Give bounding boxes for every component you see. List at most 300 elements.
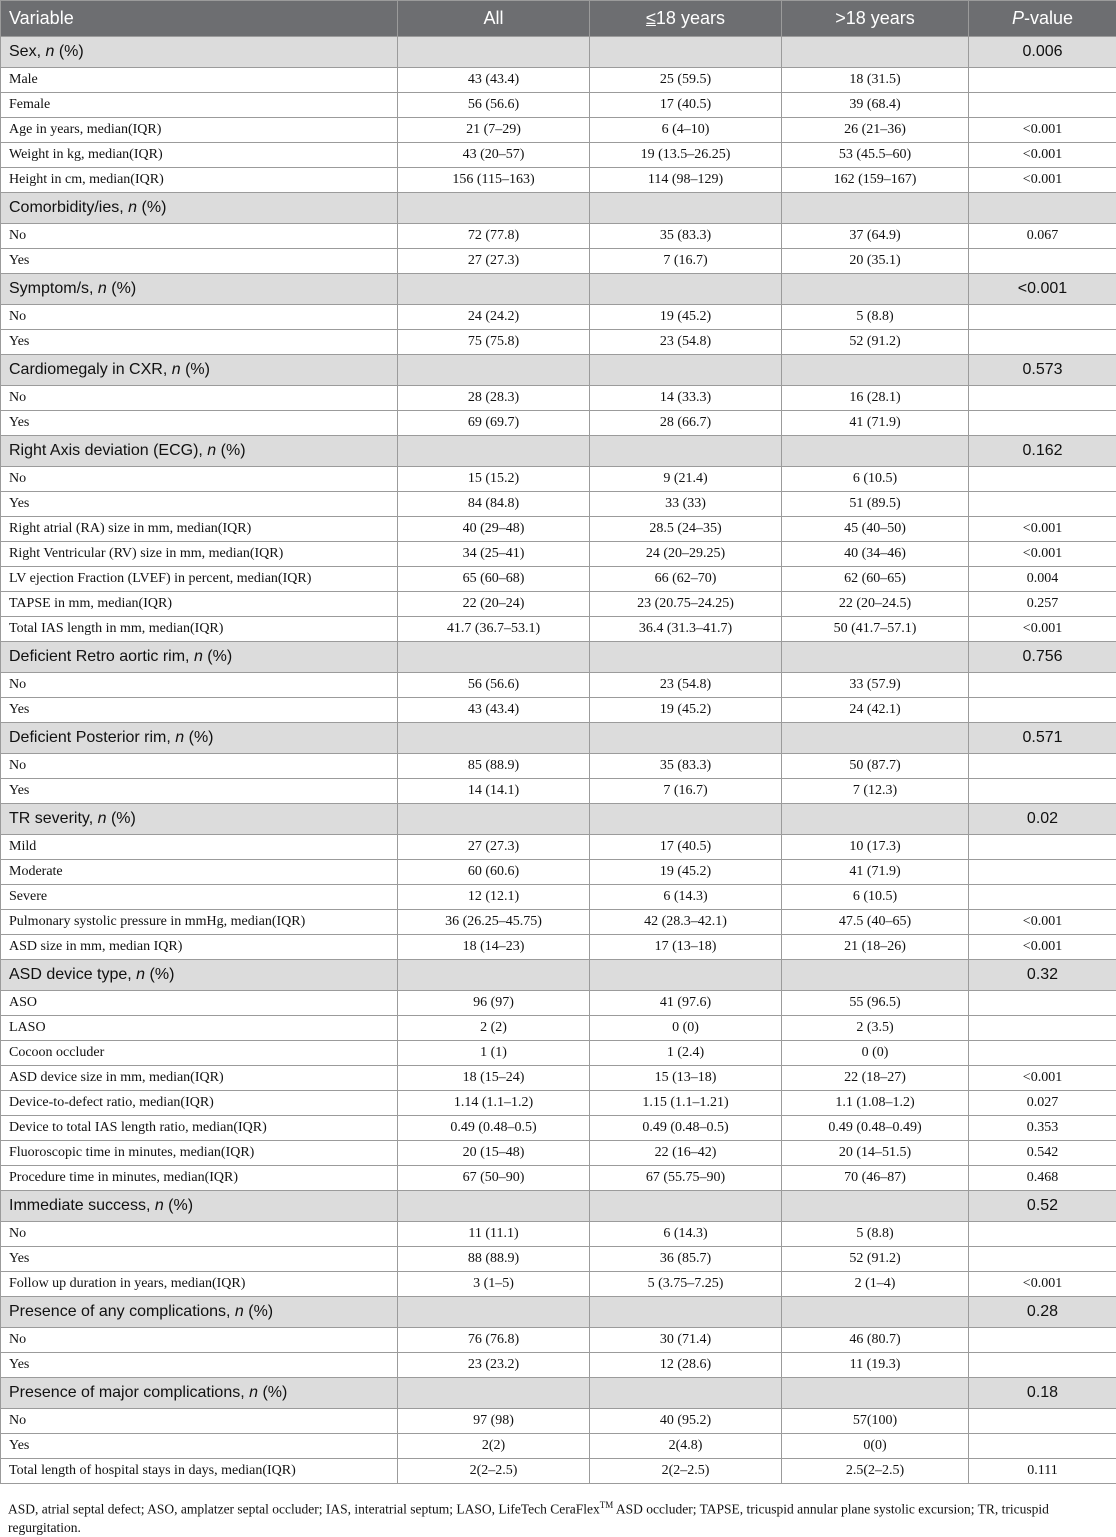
cell-gt18: [782, 1297, 969, 1328]
cell-all: 43 (43.4): [398, 68, 590, 93]
label-text: Yes: [9, 1251, 29, 1266]
section-row: [1, 1378, 1116, 1409]
table-row: [1, 991, 1116, 1016]
cell-gt18: [782, 355, 969, 386]
cell-le18: 41 (97.6): [590, 991, 782, 1016]
cell-p: 0.468: [969, 1166, 1116, 1191]
row-label: [1, 1141, 398, 1166]
cell-all: 14 (14.1): [398, 779, 590, 804]
label-text: No: [9, 471, 26, 486]
cell-gt18: 50 (87.7): [782, 754, 969, 779]
cell-gt18: [782, 804, 969, 835]
cell-all: [398, 193, 590, 224]
row-label: [1, 436, 398, 467]
section-row: [1, 1297, 1116, 1328]
label-text: Follow up duration in years, median(IQR): [9, 1276, 245, 1291]
row-label: [1, 224, 398, 249]
cell-gt18: 52 (91.2): [782, 330, 969, 355]
table-row: [1, 1091, 1116, 1116]
label-text: No: [9, 309, 26, 324]
cell-all: 69 (69.7): [398, 411, 590, 436]
label-text: Yes: [9, 334, 29, 349]
table-row: [1, 835, 1116, 860]
cell-gt18: 51 (89.5): [782, 492, 969, 517]
cell-p: [969, 885, 1116, 910]
cell-p: [969, 1247, 1116, 1272]
cell-p: <0.001: [969, 1066, 1116, 1091]
label-text: ASO: [9, 995, 37, 1010]
label-text: Device-to-defect ratio, median(IQR): [9, 1095, 214, 1110]
label-text: Weight in kg, median(IQR): [9, 147, 163, 162]
section-row: [1, 355, 1116, 386]
row-label: [1, 355, 398, 386]
label-suffix: (%): [137, 199, 166, 216]
table-row: [1, 754, 1116, 779]
cell-gt18: [782, 274, 969, 305]
row-label: [1, 37, 398, 68]
label-n-italic: n: [45, 43, 54, 60]
cell-le18: 24 (20–29.25): [590, 542, 782, 567]
cell-gt18: 0.49 (0.48–0.49): [782, 1116, 969, 1141]
cell-p: [969, 673, 1116, 698]
row-label: [1, 411, 398, 436]
cell-p: <0.001: [969, 118, 1116, 143]
cell-le18: 35 (83.3): [590, 224, 782, 249]
row-label: [1, 542, 398, 567]
cell-all: 1.14 (1.1–1.2): [398, 1091, 590, 1116]
table-row: [1, 935, 1116, 960]
row-label: [1, 274, 398, 305]
cell-le18: [590, 1378, 782, 1409]
cell-p: [969, 249, 1116, 274]
cell-gt18: 37 (64.9): [782, 224, 969, 249]
label-text: No: [9, 390, 26, 405]
table-row: [1, 1166, 1116, 1191]
cell-p: [969, 1434, 1116, 1459]
cell-gt18: 16 (28.1): [782, 386, 969, 411]
label-text: Sex,: [9, 43, 45, 60]
label-suffix: (%): [54, 43, 83, 60]
row-label: [1, 804, 398, 835]
cell-le18: 19 (45.2): [590, 860, 782, 885]
cell-all: 3 (1–5): [398, 1272, 590, 1297]
table-row: [1, 1272, 1116, 1297]
label-text: Pulmonary systolic pressure in mmHg, median(IQR): [9, 914, 305, 929]
label-n-italic: n: [207, 442, 216, 459]
row-label: [1, 1222, 398, 1247]
cell-le18: 114 (98–129): [590, 168, 782, 193]
cell-gt18: 62 (60–65): [782, 567, 969, 592]
cell-le18: [590, 355, 782, 386]
cell-p: <0.001: [969, 1272, 1116, 1297]
table-row: [1, 1222, 1116, 1247]
label-suffix: (%): [258, 1384, 287, 1401]
cell-le18: 28.5 (24–35): [590, 517, 782, 542]
section-row: [1, 1191, 1116, 1222]
cell-all: 96 (97): [398, 991, 590, 1016]
cell-all: 15 (15.2): [398, 467, 590, 492]
label-text: TAPSE in mm, median(IQR): [9, 596, 172, 611]
row-label: [1, 68, 398, 93]
cell-gt18: 2 (3.5): [782, 1016, 969, 1041]
row-label: [1, 1434, 398, 1459]
cell-le18: 0 (0): [590, 1016, 782, 1041]
cell-all: 0.49 (0.48–0.5): [398, 1116, 590, 1141]
row-label: [1, 93, 398, 118]
row-label: [1, 1066, 398, 1091]
cell-p: [969, 492, 1116, 517]
row-label: [1, 1272, 398, 1297]
label-text: Female: [9, 97, 50, 112]
cell-all: [398, 723, 590, 754]
cell-p: 0.257: [969, 592, 1116, 617]
table-row: [1, 68, 1116, 93]
table-row: [1, 118, 1116, 143]
cell-all: [398, 1378, 590, 1409]
table-row: [1, 93, 1116, 118]
header-row: [1, 1, 1116, 37]
table-row: [1, 860, 1116, 885]
cell-p: 0.32: [969, 960, 1116, 991]
row-label: [1, 910, 398, 935]
section-row: [1, 723, 1116, 754]
cell-all: 24 (24.2): [398, 305, 590, 330]
cell-le18: [590, 274, 782, 305]
cell-gt18: 2 (1–4): [782, 1272, 969, 1297]
label-text: No: [9, 228, 26, 243]
cell-le18: 30 (71.4): [590, 1328, 782, 1353]
cell-le18: [590, 1297, 782, 1328]
cell-all: [398, 274, 590, 305]
label-text: Yes: [9, 702, 29, 717]
cell-p: <0.001: [969, 168, 1116, 193]
cell-gt18: 41 (71.9): [782, 860, 969, 885]
section-row: [1, 960, 1116, 991]
table-row: [1, 567, 1116, 592]
cell-all: [398, 37, 590, 68]
cell-all: 56 (56.6): [398, 673, 590, 698]
cell-p: 0.571: [969, 723, 1116, 754]
cell-all: 75 (75.8): [398, 330, 590, 355]
cell-le18: [590, 193, 782, 224]
cell-all: 36 (26.25–45.75): [398, 910, 590, 935]
table-row: [1, 224, 1116, 249]
cell-le18: 23 (54.8): [590, 673, 782, 698]
label-suffix: (%): [244, 1303, 273, 1320]
label-suffix: (%): [145, 966, 174, 983]
cell-gt18: [782, 642, 969, 673]
cell-all: 85 (88.9): [398, 754, 590, 779]
cell-all: [398, 1297, 590, 1328]
table-row: [1, 617, 1116, 642]
table-row: [1, 542, 1116, 567]
row-label: [1, 642, 398, 673]
cell-le18: 19 (45.2): [590, 698, 782, 723]
label-text: LASO: [9, 1020, 46, 1035]
cell-p: [969, 1041, 1116, 1066]
cell-le18: 36 (85.7): [590, 1247, 782, 1272]
cell-p: [969, 467, 1116, 492]
row-label: [1, 935, 398, 960]
label-text: TR severity,: [9, 810, 98, 827]
row-label: [1, 754, 398, 779]
cell-le18: 6 (4–10): [590, 118, 782, 143]
cell-p: [969, 1353, 1116, 1378]
cell-gt18: 7 (12.3): [782, 779, 969, 804]
table-footnote: [8, 1496, 1108, 1537]
cell-all: 21 (7–29): [398, 118, 590, 143]
label-text: Right Axis deviation (ECG),: [9, 442, 207, 459]
cell-le18: 40 (95.2): [590, 1409, 782, 1434]
cell-gt18: 21 (18–26): [782, 935, 969, 960]
row-label: [1, 1191, 398, 1222]
cell-p: 0.18: [969, 1378, 1116, 1409]
cell-all: 27 (27.3): [398, 835, 590, 860]
footnote-trademark: TM: [600, 1500, 614, 1510]
header-variable: Variable: [1, 1, 398, 37]
cell-all: 12 (12.1): [398, 885, 590, 910]
row-label: [1, 835, 398, 860]
cell-gt18: 22 (20–24.5): [782, 592, 969, 617]
label-text: ASD size in mm, median IQR): [9, 939, 182, 954]
row-label: [1, 193, 398, 224]
row-label: [1, 592, 398, 617]
cell-le18: [590, 37, 782, 68]
table-row: [1, 330, 1116, 355]
cell-le18: 0.49 (0.48–0.5): [590, 1116, 782, 1141]
cell-p: 0.111: [969, 1459, 1116, 1484]
cell-gt18: 5 (8.8): [782, 1222, 969, 1247]
cell-all: 97 (98): [398, 1409, 590, 1434]
cell-p: [969, 779, 1116, 804]
cell-le18: 23 (54.8): [590, 330, 782, 355]
label-text: Fluoroscopic time in minutes, median(IQR): [9, 1145, 254, 1160]
cell-le18: 66 (62–70): [590, 567, 782, 592]
cell-p: 0.027: [969, 1091, 1116, 1116]
row-label: [1, 960, 398, 991]
table-row: [1, 467, 1116, 492]
cell-gt18: 5 (8.8): [782, 305, 969, 330]
cell-all: [398, 804, 590, 835]
label-n-italic: n: [98, 810, 107, 827]
cell-all: 156 (115–163): [398, 168, 590, 193]
row-label: [1, 617, 398, 642]
row-label: [1, 1041, 398, 1066]
cell-all: 1 (1): [398, 1041, 590, 1066]
cell-gt18: 50 (41.7–57.1): [782, 617, 969, 642]
cell-le18: 7 (16.7): [590, 249, 782, 274]
cell-le18: 17 (40.5): [590, 835, 782, 860]
cell-p: [969, 305, 1116, 330]
cell-p: 0.52: [969, 1191, 1116, 1222]
label-text: No: [9, 758, 26, 773]
cell-all: 88 (88.9): [398, 1247, 590, 1272]
cell-all: 65 (60–68): [398, 567, 590, 592]
label-text: Cardiomegaly in CXR,: [9, 361, 172, 378]
label-text: Yes: [9, 1438, 29, 1453]
section-row: [1, 274, 1116, 305]
row-label: [1, 517, 398, 542]
row-label: [1, 1328, 398, 1353]
cell-gt18: 6 (10.5): [782, 467, 969, 492]
cell-gt18: 10 (17.3): [782, 835, 969, 860]
label-text: Yes: [9, 415, 29, 430]
cell-gt18: [782, 723, 969, 754]
cell-p: <0.001: [969, 143, 1116, 168]
cell-p: [969, 754, 1116, 779]
cell-gt18: 26 (21–36): [782, 118, 969, 143]
cell-gt18: [782, 37, 969, 68]
cell-le18: 9 (21.4): [590, 467, 782, 492]
cell-gt18: 46 (80.7): [782, 1328, 969, 1353]
cell-p: 0.353: [969, 1116, 1116, 1141]
table-row: [1, 1409, 1116, 1434]
row-label: [1, 467, 398, 492]
section-row: [1, 37, 1116, 68]
label-text: Yes: [9, 496, 29, 511]
label-text: ASD device size in mm, median(IQR): [9, 1070, 224, 1085]
cell-gt18: 47.5 (40–65): [782, 910, 969, 935]
p-suffix: -value: [1024, 8, 1073, 28]
cell-gt18: [782, 436, 969, 467]
label-n-italic: n: [249, 1384, 258, 1401]
label-text: ASD device type,: [9, 966, 136, 983]
cell-le18: 22 (16–42): [590, 1141, 782, 1166]
cell-p: 0.162: [969, 436, 1116, 467]
label-n-italic: n: [136, 966, 145, 983]
table-row: [1, 1459, 1116, 1484]
cell-all: [398, 436, 590, 467]
cell-all: 43 (20–57): [398, 143, 590, 168]
row-label: [1, 1353, 398, 1378]
cell-all: 20 (15–48): [398, 1141, 590, 1166]
cell-gt18: 24 (42.1): [782, 698, 969, 723]
table-row: [1, 1141, 1116, 1166]
row-label: [1, 168, 398, 193]
cell-le18: [590, 642, 782, 673]
cell-le18: 42 (28.3–42.1): [590, 910, 782, 935]
cell-le18: [590, 723, 782, 754]
cell-all: 60 (60.6): [398, 860, 590, 885]
cell-p: [969, 991, 1116, 1016]
table-row: [1, 1066, 1116, 1091]
cell-le18: 14 (33.3): [590, 386, 782, 411]
cell-all: 76 (76.8): [398, 1328, 590, 1353]
cell-p: [969, 93, 1116, 118]
table-row: [1, 673, 1116, 698]
table-row: [1, 1247, 1116, 1272]
cell-gt18: 33 (57.9): [782, 673, 969, 698]
label-text: Moderate: [9, 864, 63, 879]
cell-le18: 15 (13–18): [590, 1066, 782, 1091]
header-le18: [590, 1, 782, 37]
cell-p: 0.756: [969, 642, 1116, 673]
cell-gt18: 2.5(2–2.5): [782, 1459, 969, 1484]
cell-gt18: 53 (45.5–60): [782, 143, 969, 168]
row-label: [1, 1016, 398, 1041]
label-suffix: (%): [164, 1197, 193, 1214]
row-label: [1, 1166, 398, 1191]
label-text: Mild: [9, 839, 36, 854]
cell-p: <0.001: [969, 935, 1116, 960]
cell-gt18: 11 (19.3): [782, 1353, 969, 1378]
table-row: [1, 910, 1116, 935]
cell-all: 34 (25–41): [398, 542, 590, 567]
cell-p: 0.02: [969, 804, 1116, 835]
footnote-text-1: ASD, atrial septal defect; ASO, amplatzer septal occluder; IAS, interatrial septum; LASO, LifeTech CeraFlex: [8, 1502, 600, 1517]
cell-p: [969, 860, 1116, 885]
cell-all: 72 (77.8): [398, 224, 590, 249]
cell-gt18: 41 (71.9): [782, 411, 969, 436]
label-text: Total IAS length in mm, median(IQR): [9, 621, 223, 636]
cell-gt18: [782, 193, 969, 224]
section-row: [1, 804, 1116, 835]
row-label: [1, 1459, 398, 1484]
table-row: [1, 1016, 1116, 1041]
label-text: Total length of hospital stays in days, median(IQR): [9, 1463, 296, 1478]
cell-p: <0.001: [969, 274, 1116, 305]
table-row: [1, 698, 1116, 723]
cell-gt18: 18 (31.5): [782, 68, 969, 93]
header-all: All: [398, 1, 590, 37]
table-row: [1, 492, 1116, 517]
row-label: [1, 330, 398, 355]
label-text: Device to total IAS length ratio, median(IQR): [9, 1120, 267, 1135]
cell-all: 22 (20–24): [398, 592, 590, 617]
cell-le18: 19 (45.2): [590, 305, 782, 330]
cell-all: 41.7 (36.7–53.1): [398, 617, 590, 642]
cell-gt18: 1.1 (1.08–1.2): [782, 1091, 969, 1116]
table-row: [1, 885, 1116, 910]
cell-gt18: [782, 960, 969, 991]
cell-le18: 36.4 (31.3–41.7): [590, 617, 782, 642]
cell-le18: 25 (59.5): [590, 68, 782, 93]
cell-gt18: 52 (91.2): [782, 1247, 969, 1272]
cell-le18: 67 (55.75–90): [590, 1166, 782, 1191]
label-text: Cocoon occluder: [9, 1045, 104, 1060]
cell-p: 0.004: [969, 567, 1116, 592]
cell-le18: [590, 1191, 782, 1222]
cell-le18: 2(4.8): [590, 1434, 782, 1459]
cell-all: [398, 355, 590, 386]
header-pvalue: [969, 1, 1116, 37]
label-suffix: (%): [184, 729, 213, 746]
table-row: [1, 1041, 1116, 1066]
cell-all: 67 (50–90): [398, 1166, 590, 1191]
row-label: [1, 1409, 398, 1434]
label-text: Deficient Posterior rim,: [9, 729, 175, 746]
label-text: Severe: [9, 889, 47, 904]
label-suffix: (%): [107, 810, 136, 827]
section-row: [1, 642, 1116, 673]
cell-p: 0.006: [969, 37, 1116, 68]
label-n-italic: n: [235, 1303, 244, 1320]
label-text: Presence of major complications,: [9, 1384, 249, 1401]
label-text: No: [9, 1413, 26, 1428]
table-row: [1, 249, 1116, 274]
cell-gt18: 39 (68.4): [782, 93, 969, 118]
cell-gt18: 20 (14–51.5): [782, 1141, 969, 1166]
row-label: [1, 885, 398, 910]
label-text: Comorbidity/ies,: [9, 199, 128, 216]
label-text: No: [9, 1226, 26, 1241]
table-row: [1, 143, 1116, 168]
cell-le18: 6 (14.3): [590, 885, 782, 910]
cell-all: 18 (14–23): [398, 935, 590, 960]
table-body: [1, 37, 1116, 1484]
cell-gt18: 6 (10.5): [782, 885, 969, 910]
row-label: [1, 1297, 398, 1328]
